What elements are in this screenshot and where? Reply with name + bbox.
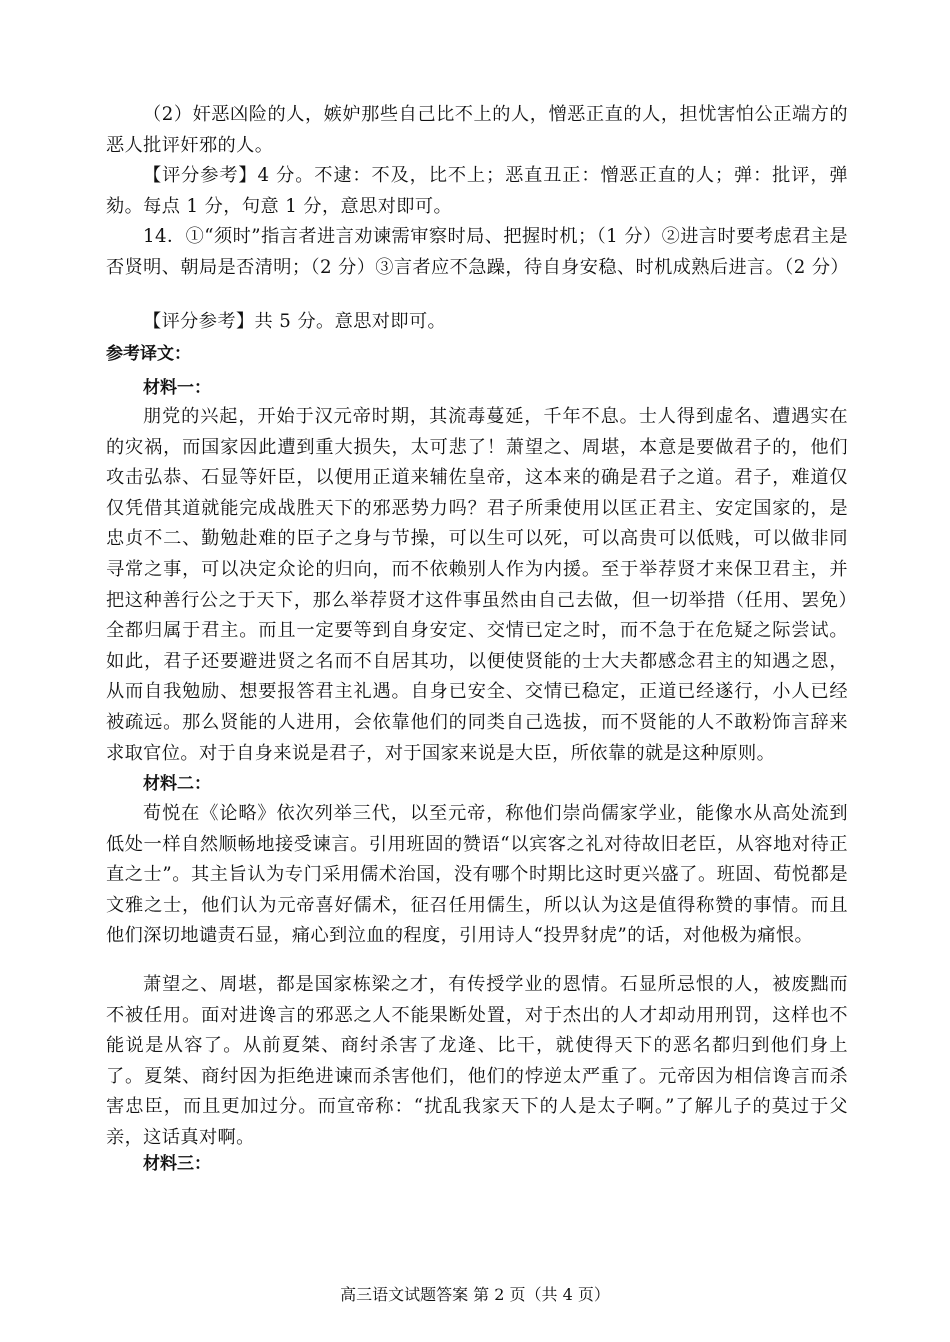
material-2-paragraph-1: 荀悦在《论略》依次列举三代，以至元帝，称他们崇尚儒家学业，能像水从高处流到低处一样自然顺畅地接受谏言。引用班固的赞语“以宾客之礼对待故旧老臣，从容地对待正直之士”。其主旨认为专门采用儒术治国，没有哪个时期比这时更兴盛了。班固、荀悦都是文雅之士，他们认为元帝喜好儒术，征召任用儒生，所以认为这是值得称赞的事情。而且他们深切地谴责石显，痛心到泣血的程度，引用诗人“投畀豺虎”的话，对他极为痛恨。 [106,803,848,947]
translation-heading: 参考译文： [106,344,191,364]
material-2-paragraph-2: 萧望之、周堪，都是国家栋梁之才，有传授学业的恩情。石显所忌恨的人，被废黜而不被任用。面对进谗言的邪恶之人不能果断处置，对于杰出的人才却动用刑罚，这样也不能说是从容了。从前夏桀、商纣杀害了龙逄、比干，就使得天下的恶名都归到他们身上了。夏桀、商纣因为拒绝进谏而杀害他们，他们的悖逆太严重了。元帝因为相信谗言而杀害忠臣，而且更加过分。而宣帝称：“扰乱我家天下的人是太子啊。”了解儿子的莫过于父亲，这话真对啊。 [106,974,848,1148]
material-1-title: 材料一： [143,378,211,398]
material-3-title: 材料三： [143,1154,211,1174]
answer-14-scoring: 【评分参考】共 5 分。意思对即可。 [143,311,447,332]
material-2-title: 材料二： [143,774,211,794]
page-footer: 高三语文试题答案 第 2 页（共 4 页） [340,1285,610,1304]
answer-13-2-scoring: 【评分参考】4 分。不逮：不及，比不上；恶直丑正：憎恶正直的人；弹：批评，弹劾。每点 1 分，句意 1 分，意思对即可。 [106,165,848,217]
answer-13-2: （2）奸恶凶险的人，嫉妒那些自己比不上的人，憎恶正直的人，担忧害怕公正端方的恶人批评奸邪的人。 [106,104,848,156]
answer-14: 14．①“须时”指言者进言劝谏需审察时局、把握时机；（1 分）②进言时要考虑君主是否贤明、朝局是否清明；（2 分）③言者应不急躁，待自身安稳、时机成熟后进言。（2 分） [106,226,850,278]
material-1-text: 朋党的兴起，开始于汉元帝时期，其流毒蔓延，千年不息。士人得到虚名、遭遇实在的灾祸，而国家因此遭到重大损失，太可悲了！萧望之、周堪，本意是要做君子的，他们攻击弘恭、石显等奸臣，以便用正道来辅佐皇帝，这本来的确是君子之道。君子，难道仅仅凭借其道就能完成战胜天下的邪恶势力吗？君子所秉使用以匡正君主、安定国家的，是忠贞不二、勤勉赴难的臣子之身与节操，可以生可以死，可以高贵可以低贱，可以做非同寻常之事，可以决定众论的归向，而不依赖别人作为内援。至于举荐贤才来保卫君主，并把这种善行公之于天下，那么举荐贤才这件事虽然由自己去做，但一切举措（任用、罢免）全都归属于君主。而且一定要等到自身安定、交情已定之时，而不急于在危疑之际尝试。如此，君子还要避进贤之名而不自居其功，以便使贤能的士大夫都感念君主的知遇之恩，从而自我勉励、想要报答君主礼遇。自身已安全、交情已稳定，正道已经遂行，小人已经被疏远。那么贤能的人进用，会依靠他们的同类自己选拔，而不贤能的人不敢粉饰言辞来求取官位。对于自身来说是君子，对于国家来说是大臣，所依靠的就是这种原则。 [106,406,848,764]
